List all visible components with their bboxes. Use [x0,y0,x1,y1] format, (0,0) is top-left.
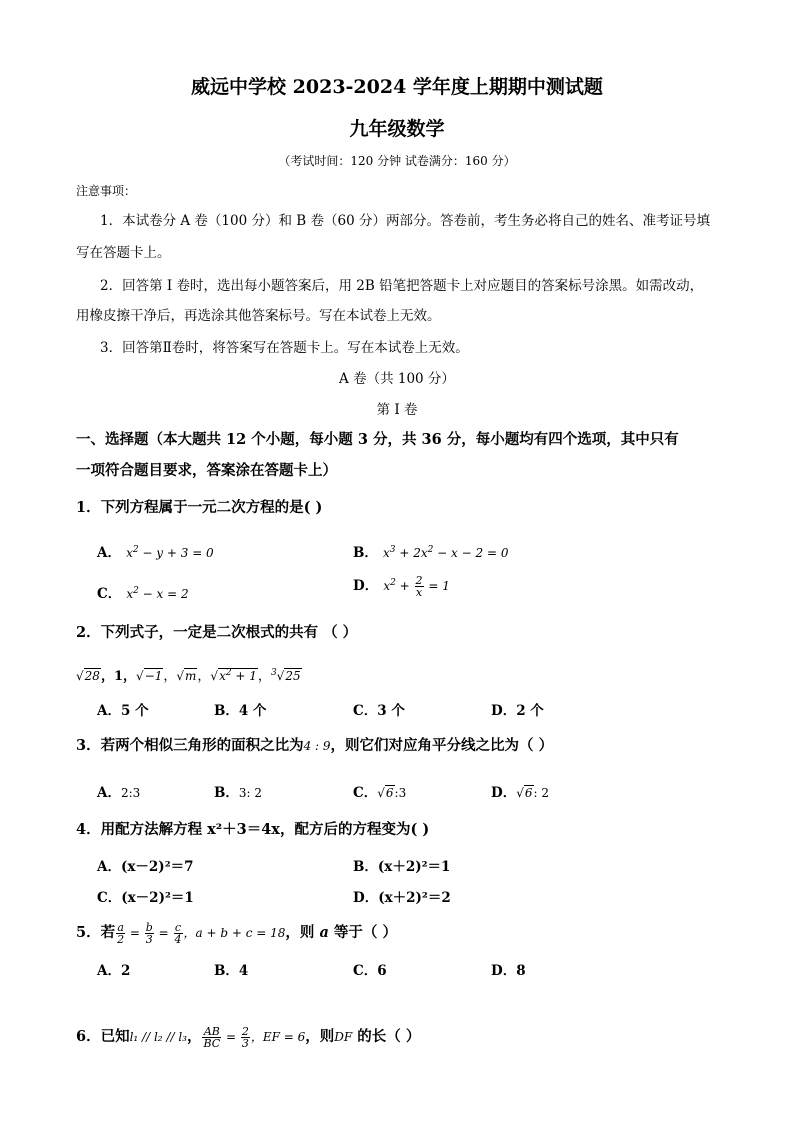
note-2-line-1: 2．回答第 Ⅰ 卷时，选出每小题答案后，用 2B 铅笔把答题卡上对应题目的答案标号涂黑。如需改动， [100,278,704,294]
q3-option-d: D．√6: 2 [491,785,550,801]
q2-expression-list: √28，1，√−1，√m，$√x^2 + 1$，$^3$√25 [76,668,301,684]
q5-option-a: A．2 [97,963,131,979]
q1-option-d-expr: $x^2$ + $\frac{2}{x}$ = 1 [383,574,450,599]
question-2-stem: 2．下列式子，一定是二次根式的共有 （ ） [76,624,358,641]
question-6-stem: 6．已知l₁ // l₂ // l₃， $\frac{AB}{BC}$ = $\frac{2}{3}$ ，EF = 6，则DF 的长（ ） [76,1024,421,1050]
exam-subject: 九年级数学 [349,118,445,140]
q2-option-c: C．3 个 [353,703,405,719]
question-1-stem: 1．下列方程属于一元二次方程的是( ) [76,499,323,516]
q3-option-b: B．3: 2 [214,785,263,801]
question-3-stem: 3．若两个相似三角形的面积之比为4 : 9，则它们对应角平分线之比为（ ） [76,737,554,754]
q3-option-a: A．2:3 [97,785,141,801]
section-instruction-line-2: 一项符合题目要求，答案涂在答题卡上） [76,462,337,479]
q1-option-d [353,574,450,598]
exam-title: 威远中学校 2023-2024 学年度上期期中测试题 [191,76,603,98]
q4-option-a: A．(x－2)²＝7 [97,859,194,875]
q1-option-b-expr: $x^3 + 2x^2 - x - 2 = 0$ [383,545,509,560]
q1-option-b [353,541,508,561]
notes-heading: 注意事项： [76,184,137,198]
option-label: D． [353,578,379,594]
q5-option-b: B．4 [214,963,249,979]
q4-option-b: B．(x＋2)²＝1 [353,859,451,875]
q1-option-a-expr: $x^2 - y + 3 = 0$ [126,545,214,560]
q5-option-c: C．6 [353,963,387,979]
q2-option-b: B．4 个 [214,703,267,719]
section-instruction-line-1: 一、选择题（本大题共 12 个小题，每小题 3 分，共 36 分，每小题均有四个选项，其中只有 [76,431,679,448]
q1-option-c [97,582,189,602]
note-3: 3．回答第Ⅱ卷时，将答案写在答题卡上。写在本试卷上无效。 [100,340,469,356]
part-heading: 第 Ⅰ 卷 [376,402,418,418]
volume-heading: A 卷（共 100 分） [339,371,455,387]
note-1-line-1: 1．本试卷分 A 卷（100 分）和 B 卷（60 分）两部分。答卷前，考生务必将自己的姓名、准考证号填 [100,213,710,229]
q1-option-c-expr: $x^2 - x = 2$ [126,586,189,601]
option-label: B． [353,545,378,561]
q2-option-a: A．5 个 [97,703,149,719]
q4-option-d: D．(x＋2)²＝2 [353,890,451,906]
q5-option-d: D．8 [491,963,526,979]
note-1-line-2: 写在答题卡上。 [76,245,171,261]
exam-info: （考试时间：120 分钟 试卷满分：160 分） [278,154,516,168]
q1-option-a [97,541,214,561]
option-label: C． [97,586,122,602]
option-label: A． [97,545,121,561]
q2-option-d: D．2 个 [491,703,544,719]
q3-option-c: C．√6:3 [353,785,407,801]
question-5-stem: 5．若 $\frac{a}{2}$ = $\frac{b}{3}$ = $\frac{c}{4}$ ，a + b + c = 18，则 a 等于（ ） [76,920,397,946]
note-2-line-2: 用橡皮擦干净后，再选涂其他答案标号。写在本试卷上无效。 [76,308,441,324]
q4-option-c: C．(x－2)²＝1 [97,890,194,906]
question-4-stem: 4．用配方法解方程 x²＋3＝4x，配方后的方程变为( ) [76,821,430,838]
